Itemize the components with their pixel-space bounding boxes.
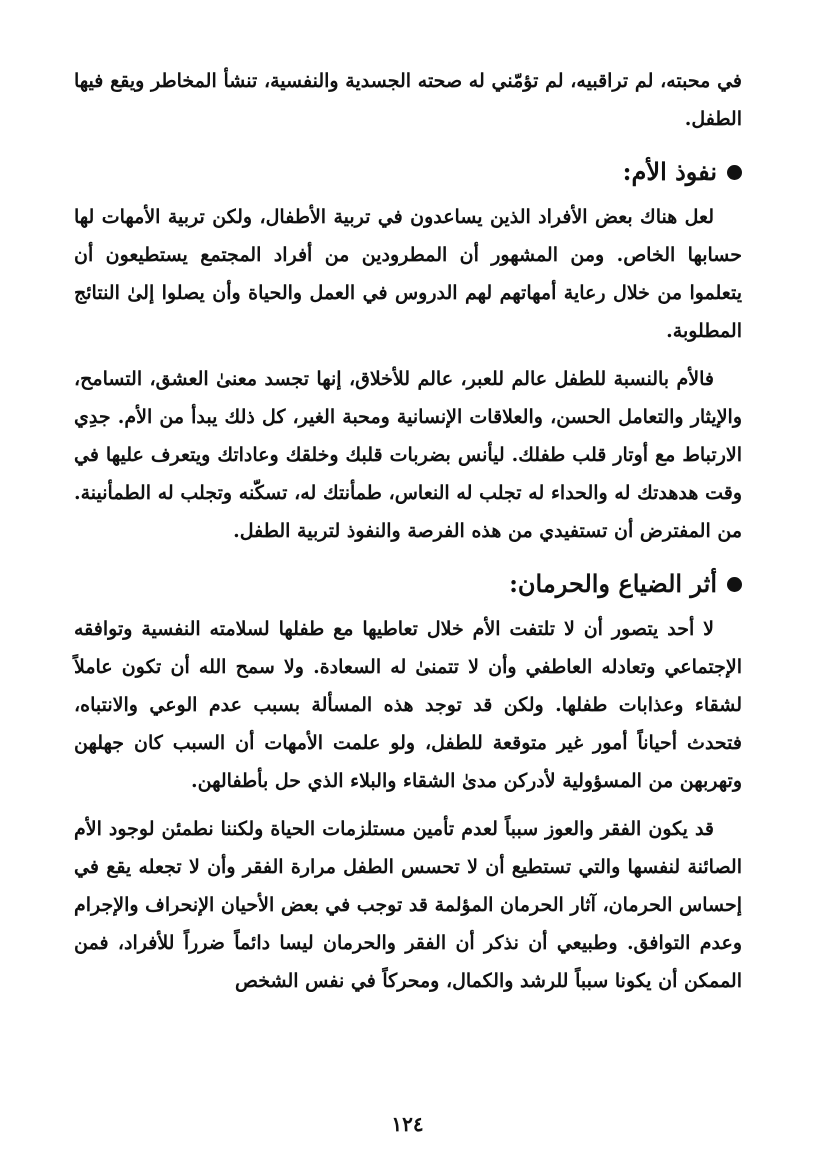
bullet-icon [727,165,742,180]
intro-paragraph: في محبته، لم تراقبيه، لم تؤمّني له صحته الجسدية والنفسية، تنشأ المخاطر ويقع فيها الطفل. [74,70,742,130]
paragraph: قد يكون الفقر والعوز سبباً لعدم تأمين مستلزمات الحياة ولكننا نطمئن لوجود الأم الصائنة لنفسها والتي تستطيع أن لا تحسس الطفل مرارة الفقر وأن لا تجعله يقع في إحساس الحرمان، آثار الحرمان المؤلمة قد توجب في بعض الأحيان الإنحراف والإجرام وعدم التوافق. وطبيعي أن نذكر أن الفقر والحرمان ليسا دائماً ضرراً للأفراد، فمن الممكن أن يكونا سبباً للرشد والكمال، ومحركاً في نفس الشخص [74,818,742,992]
section-heading-text: نفوذ الأم: [622,157,717,186]
page-body [74,62,742,1000]
paragraph: لا أحد يتصور أن لا تلتفت الأم خلال تعاطيها مع طفلها لسلامته النفسية وتوافقه الإجتماعي وتعادله العاطفي وأن لا تتمنىٰ له السعادة. ولا سمح الله أن تكون عاملاً لشقاء وعذابات طفلها. ولكن قد توجد هذه المسألة بسبب عدم الوعي والانتباه، فتحدث أحياناً أمور غير متوقعة للطفل، ولو علمت الأمهات أن السبب كان جهلهن وتهربهن من المسؤولية لأدركن مدىٰ الشقاء والبلاء الذي حل بأطفالهن. [74,618,742,792]
page-number: ١٢٤ [391,1112,424,1136]
paragraph: لعل هناك بعض الأفراد الذين يساعدون في تربية الأطفال، ولكن تربية الأمهات لها حسابها الخاص. ومن المشهور أن المطرودين من أفراد المجتمع يستطيعون أن يتعلموا من خلال رعاية أمهاتهم لهم الدروس في العمل والحياة وأن يصلوا إلىٰ النتائج المطلوبة. [74,206,742,342]
section-heading-loss-deprivation [74,564,742,604]
bullet-icon [727,577,742,592]
section-heading-text: أثر الضياع والحرمان: [509,569,717,598]
paragraph: فالأم بالنسبة للطفل عالم للعبر، عالم للأخلاق، إنها تجسد معنىٰ العشق، التسامح، والإيثار والتعامل الحسن، والعلاقات الإنسانية ومحبة الغير، كل ذلك يبدأ من الأم. جدِي الارتباط مع أوتار قلب طفلك. ليأنس بضربات قلبك وخلقك وعاداتك ويتعرف عليها في وقت هدهدتك له والحداء له تجلب له النعاس، طمأنتك له، تسكّنه وتجلب له الطمأنينة. من المفترض أن تستفيدي من هذه الفرصة والنفوذ لتربية الطفل. [74,368,742,542]
section-heading-mother-influence [74,152,742,192]
